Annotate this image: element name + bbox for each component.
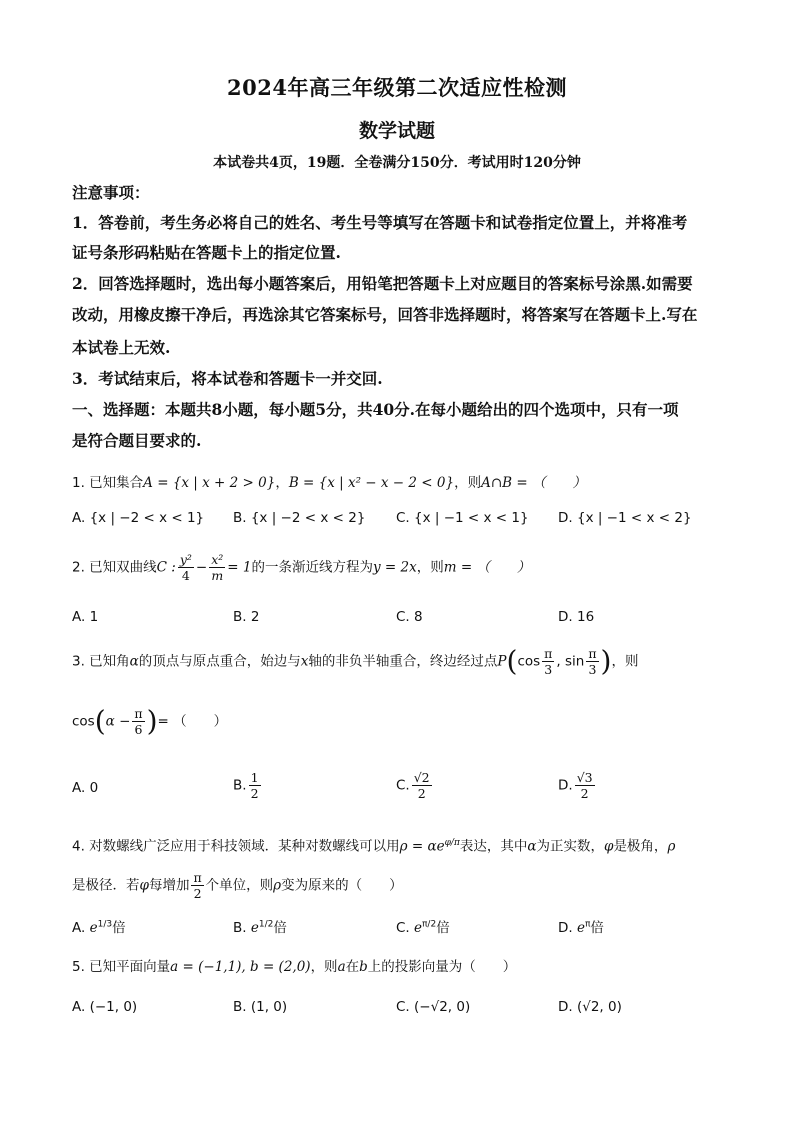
- notice-item-1-line-1: 1．答卷前，考生务必将自己的姓名、考生号等填写在答题卡和试卷指定位置上，并将准考: [72, 213, 688, 232]
- notice-heading: 注意事项：: [72, 183, 150, 202]
- exam-title: 2024年高三年级第二次适应性检测: [227, 75, 567, 100]
- q3-option-a: A. 0: [72, 780, 99, 796]
- q5-option-b: B. (1, 0): [233, 999, 288, 1015]
- set-a: A = {x | x + 2 > 0}: [143, 475, 276, 491]
- question-2: 2. 已知双曲线C : $\frac{\text{y²}}{4}$ − $\frac{\text{x²}}{m}$ = 1的一条渐近线方程为y = 2x，则m = （ ）: [72, 552, 531, 583]
- q4-option-a: A. $e^{1/3}$倍: [72, 919, 126, 936]
- question-1-ask: A∩B = （ ）: [481, 475, 586, 491]
- q2-option-c: C. 8: [396, 609, 423, 625]
- notice-item-3: 3．考试结束后，将本试卷和答题卡一并交回.: [72, 369, 383, 388]
- q3-option-d: D. $\frac{√3}{2}$: [558, 770, 593, 801]
- notice-item-1-line-2: 证号条形码粘贴在答题卡上的指定位置.: [72, 243, 341, 262]
- q5-option-a: A. (−1, 0): [72, 999, 138, 1015]
- notice-item-2-line-1: 2．回答选择题时，选出每小题答案后，用铅笔把答题卡上对应题目的答案标号涂黑.如需要: [72, 274, 693, 293]
- x-squared-over-m: $\frac{\text{x²}}{m}$: [211, 552, 224, 583]
- q1-option-a: A. {x | −2 < x < 1}: [72, 510, 205, 526]
- q3-option-b: B. $\frac{1}{2}$: [233, 770, 259, 801]
- section-1-line-1: 一、选择题：本题共8小题，每小题5分，共40分.在每小题给出的四个选项中，只有一项: [72, 400, 679, 419]
- exam-subtitle: 数学试题: [358, 120, 435, 142]
- q4-option-c: C. $e^{\pi/2}$倍: [396, 919, 450, 936]
- set-b: B = {x | x² − x − 2 < 0}: [288, 475, 455, 491]
- notice-item-2-line-2: 改动，用橡皮擦干净后，再选涂其它答案标号，回答非选择题时，将答案写在答题卡上.写在: [72, 305, 698, 324]
- q2-option-b: B. 2: [233, 609, 260, 625]
- vectors: a = (−1,1), b = (2,0): [170, 959, 311, 975]
- question-5: 5. 已知平面向量a = (−1,1), b = (2,0)，则a在b上的投影向量为（ ）: [72, 959, 517, 975]
- q1-option-d: D. {x | −1 < x < 2}: [558, 510, 692, 526]
- q2-option-a: A. 1: [72, 609, 99, 625]
- exam-info: 本试卷共4页，19题．全卷满分150分．考试用时120分钟: [213, 155, 581, 171]
- q3-option-c: C. $\frac{√2}{2}$: [396, 770, 430, 801]
- question-4-line-1: 4. 对数螺线广泛应用于科技领域．某种对数螺线可以用$\rho = \alpha e^{\varphi/\pi}$表达，其中α为正实数，φ是极角，ρ: [72, 838, 676, 855]
- q4-option-d: D. $e^\pi$倍: [558, 919, 604, 936]
- section-1-line-2: 是符合题目要求的.: [72, 431, 202, 450]
- question-3: 3. 已知角α的顶点与原点重合，始边与x轴的非负半轴重合，终边经过点P(cos $\frac{\pi}{3}$ , sin $\frac{\pi}{3}$ )，则: [72, 644, 639, 678]
- question-1: 1. 已知集合A = {x | x + 2 > 0}，B = {x | x² − x − 2 < 0}，则A∩B = （ ）: [72, 475, 586, 491]
- q1-option-c: C. {x | −1 < x < 1}: [396, 510, 529, 526]
- q5-option-d: D. (√2, 0): [558, 999, 622, 1015]
- y-squared-over-4: $\frac{\text{y²}}{4}$: [179, 552, 192, 583]
- q1-option-b: B. {x | −2 < x < 2}: [233, 510, 366, 526]
- question-3-expression: cos(α − $\frac{\pi}{6}$ )= （ ）: [72, 704, 228, 738]
- question-4-line-2: 是极径．若φ每增加 $\frac{\pi}{2}$ 个单位，则ρ变为原来的（ ）: [72, 870, 403, 901]
- q4-option-b: B. $e^{1/2}$倍: [233, 919, 287, 936]
- q5-option-c: C. (−√2, 0): [396, 999, 471, 1015]
- q2-option-d: D. 16: [558, 609, 595, 625]
- notice-item-2-line-3: 本试卷上无效.: [72, 338, 171, 357]
